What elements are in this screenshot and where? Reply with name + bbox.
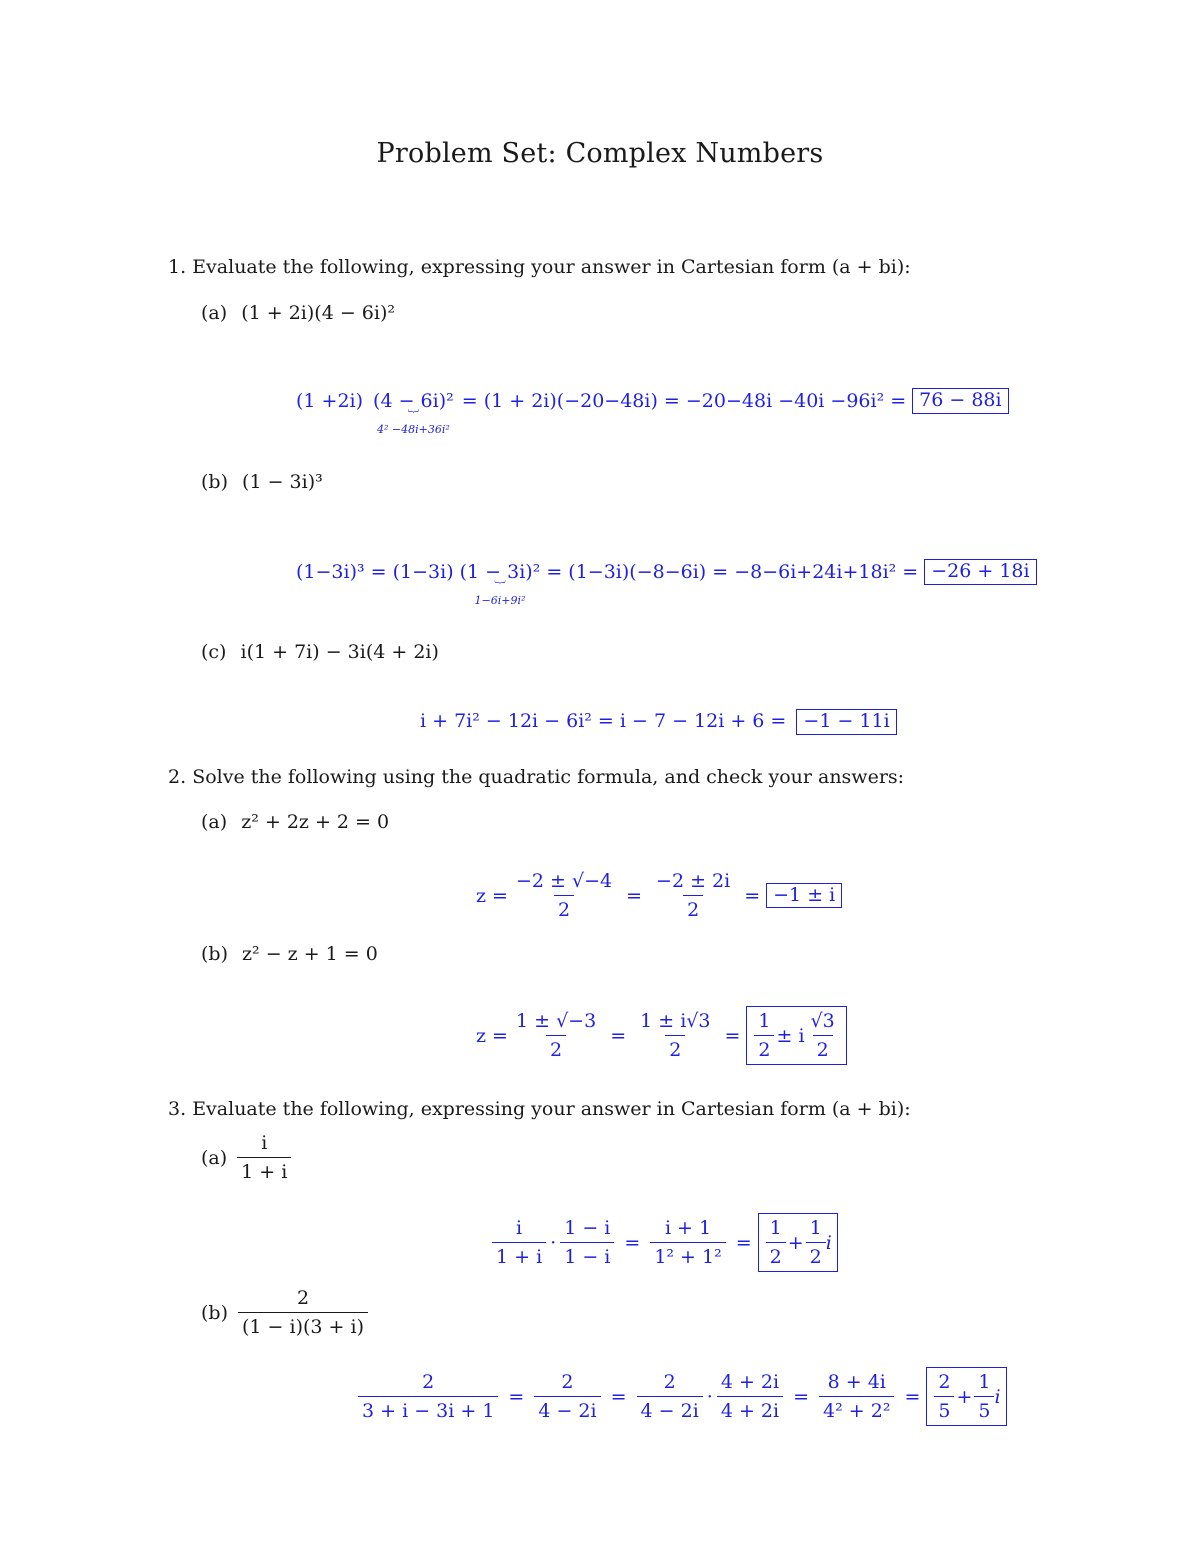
solution-text: (1 +2i)	[296, 390, 364, 412]
plus-sign: +	[956, 1385, 973, 1408]
solution-text: i + 7i² − 12i − 6i² = i − 7 − 12i + 6 =	[420, 710, 787, 732]
problem-prompt: Evaluate the following, expressing your answer in Cartesian form (a + bi):	[192, 1098, 911, 1120]
numerator: 1	[758, 1010, 771, 1032]
numerator: 1	[809, 1217, 822, 1239]
item-label: (b)	[201, 943, 228, 965]
problem-1b	[201, 471, 323, 493]
item-label: (b)	[201, 471, 228, 493]
fraction	[652, 870, 734, 921]
numerator: 2	[663, 1371, 676, 1393]
problem-2b	[201, 943, 378, 965]
dot-operator: ·	[550, 1231, 557, 1254]
underbrace-note: 4² −48i+36i²	[377, 423, 450, 436]
equals-sign: =	[626, 884, 643, 907]
denominator: 1 − i	[560, 1242, 614, 1268]
denominator: (1 − i)(3 + i)	[238, 1312, 368, 1338]
problem-1c	[201, 641, 439, 663]
problem-3b	[201, 1287, 372, 1338]
underbrace-expr: (1 − 3i)²	[459, 561, 541, 583]
item-label: (a)	[201, 302, 228, 324]
item-expression: i(1 + 7i) − 3i(4 + 2i)	[240, 641, 439, 663]
fraction	[934, 1371, 954, 1422]
denominator: 5	[934, 1396, 954, 1422]
equals-sign: =	[793, 1385, 810, 1408]
solution-1c	[420, 709, 897, 735]
denominator: 4 + 2i	[717, 1396, 783, 1422]
numerator: 8 + 4i	[827, 1371, 886, 1393]
plus-sign: +	[787, 1231, 804, 1254]
brace-icon: ︸	[494, 580, 506, 593]
solution-2b	[476, 1006, 847, 1065]
equals-sign: =	[744, 884, 761, 907]
numerator: 1 ± √−3	[515, 1010, 597, 1032]
boxed-answer	[758, 1213, 838, 1272]
numerator: 4 + 2i	[720, 1371, 780, 1393]
problem-number: 3.	[168, 1098, 187, 1120]
equals-sign: =	[508, 1385, 525, 1408]
item-expression: z² + 2z + 2 = 0	[241, 811, 390, 833]
solution-text: z =	[476, 884, 508, 907]
fraction	[819, 1371, 894, 1422]
denominator: 4² + 2²	[819, 1396, 894, 1422]
fraction	[806, 1217, 826, 1268]
solution-1b	[296, 561, 1037, 607]
problem-prompt: Evaluate the following, expressing your answer in Cartesian form (a + bi):	[192, 256, 911, 278]
numerator: −2 ± 2i	[656, 870, 731, 892]
fraction	[237, 1132, 291, 1183]
numerator: 2	[422, 1371, 435, 1393]
fraction	[512, 870, 616, 921]
solution-text: = (1−3i)(−8−6i) = −8−6i+24i+18i² =	[546, 561, 919, 583]
solution-text: (1−3i)³ = (1−3i)	[296, 561, 454, 583]
denominator: 3 + i − 3i + 1	[358, 1396, 498, 1422]
problem-1	[168, 256, 911, 278]
underbrace-expr: (4 − 6i)²	[373, 390, 454, 412]
underbrace-note: 1−6i+9i²	[474, 594, 526, 607]
equals-sign: =	[610, 1385, 627, 1408]
denominator: 5	[974, 1396, 994, 1422]
item-label: (b)	[201, 1301, 228, 1324]
underbrace	[460, 561, 541, 607]
denominator: 4 − 2i	[637, 1396, 703, 1422]
item-label: (a)	[201, 1146, 228, 1169]
equals-sign: =	[904, 1385, 921, 1408]
brace-icon: ︸	[407, 409, 419, 422]
imaginary-unit: i	[825, 1231, 832, 1254]
equals-sign: =	[624, 1231, 641, 1254]
denominator: 2	[806, 1242, 826, 1268]
boxed-answer: −26 + 18i	[924, 559, 1036, 585]
fraction	[492, 1217, 546, 1268]
fraction	[754, 1010, 774, 1061]
plus-minus-i: ± i	[776, 1024, 805, 1047]
denominator: 1 + i	[237, 1157, 291, 1183]
problem-3a	[201, 1132, 295, 1183]
numerator: i + 1	[664, 1217, 712, 1239]
denominator: 4 − 2i	[534, 1396, 600, 1422]
equals-sign: =	[735, 1231, 752, 1254]
solution-3b	[354, 1367, 1007, 1426]
fraction	[534, 1371, 600, 1422]
fraction	[766, 1217, 786, 1268]
equals-sign: =	[610, 1024, 627, 1047]
numerator: √3	[810, 1010, 835, 1032]
denominator: 2	[554, 895, 574, 921]
numerator: 1 ± i√3	[640, 1010, 711, 1032]
item-label: (a)	[201, 811, 228, 833]
numerator: i	[516, 1217, 523, 1239]
equals-sign: =	[724, 1024, 741, 1047]
numerator: 1	[978, 1371, 991, 1393]
solution-text: = (1 + 2i)(−20−48i) = −20−48i −40i −96i² =	[461, 390, 907, 412]
denominator: 2	[766, 1242, 786, 1268]
page-title: Problem Set: Complex Numbers	[376, 138, 824, 169]
item-label: (c)	[201, 641, 227, 663]
problem-1a	[201, 302, 395, 324]
problem-number: 2.	[168, 766, 187, 788]
numerator: 2	[938, 1371, 951, 1393]
numerator: 1 − i	[564, 1217, 611, 1239]
numerator: 2	[296, 1287, 310, 1309]
imaginary-unit: i	[994, 1385, 1001, 1408]
fraction	[637, 1371, 703, 1422]
denominator: 2	[665, 1035, 685, 1061]
dot-operator: ·	[706, 1385, 713, 1408]
numerator: 2	[561, 1371, 574, 1393]
item-expression: (1 + 2i)(4 − 6i)²	[241, 302, 395, 324]
numerator: 1	[769, 1217, 782, 1239]
solution-3a	[488, 1213, 838, 1272]
boxed-answer	[926, 1367, 1006, 1426]
denominator: 1² + 1²	[650, 1242, 725, 1268]
denominator: 2	[683, 895, 703, 921]
item-expression: z² − z + 1 = 0	[242, 943, 378, 965]
fraction	[560, 1217, 614, 1268]
problem-number: 1.	[168, 256, 187, 278]
solution-1a	[296, 390, 1009, 436]
fraction	[512, 1010, 600, 1061]
fraction	[974, 1371, 994, 1422]
item-expression: (1 − 3i)³	[242, 471, 323, 493]
fraction	[358, 1371, 498, 1422]
solution-2a	[476, 870, 842, 921]
fraction	[807, 1010, 839, 1061]
underbrace	[373, 390, 454, 436]
problem-3	[168, 1098, 911, 1120]
fraction	[717, 1371, 783, 1422]
numerator: i	[261, 1132, 268, 1154]
solution-text: z =	[476, 1024, 508, 1047]
denominator: 2	[813, 1035, 833, 1061]
boxed-answer: −1 − 11i	[796, 709, 896, 735]
fraction	[636, 1010, 714, 1061]
boxed-answer: −1 ± i	[766, 883, 842, 909]
boxed-answer	[746, 1006, 846, 1065]
fraction	[650, 1217, 725, 1268]
denominator: 1 + i	[492, 1242, 546, 1268]
denominator: 2	[754, 1035, 774, 1061]
problem-2	[168, 766, 904, 788]
numerator: −2 ± √−4	[515, 870, 613, 892]
problem-prompt: Solve the following using the quadratic formula, and check your answers:	[192, 766, 905, 788]
problem-2a	[201, 811, 389, 833]
denominator: 2	[546, 1035, 566, 1061]
fraction	[238, 1287, 368, 1338]
boxed-answer: 76 − 88i	[912, 388, 1008, 414]
